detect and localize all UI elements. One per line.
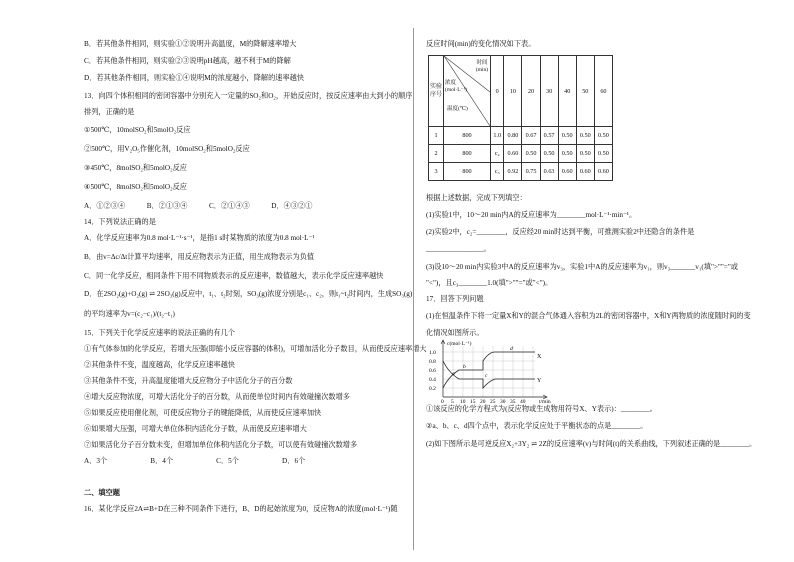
point-label-d: d [510,346,513,352]
text-line: (2)实验2中，c₂=________，反应经20 min时达到平衡，可推测实验2中还隐含的条件是 [426,228,695,236]
y-tick: 1.0 [429,350,436,356]
text-line: ①有气体参加的化学反应，若增大压强(即缩小反应容器的体积)，可增加活化分子数目，从而使反应速率增大 [84,345,427,353]
text-line: ________________。 [426,245,491,253]
x-tick: 25 [490,399,496,404]
text-line: "<")，且c₃________1.0(填">""="或"<")。 [426,279,553,287]
text-line: 17．回答下列问题 [426,295,484,303]
time-col-4: 40 [558,56,576,127]
text-line: ③其他条件不变，升高温度能增大反应物分子中活化分子的百分数 [84,377,293,385]
x-tick: 15 [470,399,476,404]
row-temp: 800 [444,127,491,145]
table-row [429,163,613,181]
reaction-data-table [428,55,613,181]
cell: 0.50 [558,127,576,145]
cell: 0.60 [594,163,612,181]
x-axis-label: t/min [539,399,551,404]
text-line: 化情况如图所示。 [426,329,484,337]
text-line: B．若其他条件相同，则实验①②说明升高温度，M的降解速率增大 [84,40,297,48]
series-label-y: Y [537,378,542,384]
table-row [429,127,613,145]
row-no: 2 [429,145,444,163]
text-line: 13．向四个体积相同的密闭容器中分别充入一定量的SO₂和O₂，开始反应时，按反应速率由大到小的顺序 [84,92,413,100]
x-tick: 20 [480,399,486,404]
row-label-text: 实验序号 [429,84,442,98]
x-tick: 0 [441,399,444,404]
series-label-x: X [537,354,542,360]
text-line: (1)实验1中，10～20 min内A的反应速率为________mol·L⁻¹·min⁻¹。 [426,211,637,219]
text-line: ⑤如果反应使用催化剂，可使反应物分子的键能降低，从而使反应速率加快 [84,409,322,417]
y-tick: 0.2 [429,386,436,392]
y-tick: 0.8 [429,359,436,365]
text-line: 排列，正确的是 [84,108,135,116]
text-line: 16．某化学反应2A⇌B+D在三种不同条件下进行，B、D的起始浓度为0，反应物A的浓度(mol·L⁻¹)随 [84,505,398,513]
cell: 0.63 [540,163,558,181]
time-col-2: 20 [522,56,540,127]
cell: 0.50 [594,127,612,145]
text-line: ④500℃，8molSO₂和5molO₂反应 [84,183,187,191]
cell: 0.60 [558,163,576,181]
row-no: 1 [429,127,444,145]
table-header-diagonal [444,56,491,127]
cell: 0.67 [522,127,540,145]
time-col-3: 30 [540,56,558,127]
cell: 0.50 [576,127,594,145]
point-label-a: a [452,371,455,377]
text-line: 根据上述数据，完成下列填空： [426,194,527,202]
cell: 0.50 [576,145,594,163]
y-tick: 0.6 [429,368,436,374]
x-tick: 40 [520,399,526,404]
text-line: ③450℃，8molSO₂和5molO₂反应 [84,164,187,172]
text-line: ⑥如果增大压强，可增大单位体积内活化分子数，从而使反应速率增大 [84,425,307,433]
cell: 0.57 [540,127,558,145]
time-col-0: 0 [491,56,504,127]
header-temp: 温度(℃) [447,106,468,112]
text-line: ②a、b、c、d四个点中，表示化学反应处于平衡状态的点是________。 [426,422,648,430]
x-tick: 30 [500,399,506,404]
table-header-row-label [429,56,444,127]
cell: c₂ [491,145,504,163]
row-temp: 800 [444,145,491,163]
cell: 0.75 [522,163,540,181]
cell: 0.60 [504,145,522,163]
cell: c₃ [491,163,504,181]
cell: 0.50 [540,145,558,163]
cell: 1.0 [491,127,504,145]
x-tick: 5 [451,399,454,404]
time-col-1: 10 [504,56,522,127]
cell: 0.50 [522,145,540,163]
text-line: (2)如下图所示是可逆反应X₂+3Y₂ ⇌ 2Z的反应速率(v)与时间(t)的关系曲线，下列叙述正确的是________。 [426,440,757,448]
text-line: B．由v=Δc/Δt计算平均速率，用反应物表示为正值，用生成物表示为负值 [84,253,315,261]
text-line: D．若其他条件相同，则实验①④说明M的浓度越小，降解的速率越快 [84,74,305,82]
time-col-5: 50 [576,56,594,127]
text-line: C．若其他条件相同，则实验②③说明pH越高，越不利于M的降解 [84,57,291,65]
section-heading: 二、填空题 [84,489,120,497]
header-time: 时间(min) [475,60,489,73]
row-no: 3 [429,163,444,181]
text-line: 14．下列说法正确的是 [84,218,156,226]
x-tick: 35 [510,399,516,404]
point-label-c: c [485,373,488,379]
text-line: (1)在恒温条件下将一定量X和Y的混合气体通入容积为2L的密闭容器中，X和Y两物质的浓度随时间的变 [426,312,751,320]
text-line: C．同一化学反应，相同条件下用不同物质表示的反应速率，数值越大，表示化学反应速率越快 [84,272,384,280]
cell: 0.50 [594,145,612,163]
text-line: 的平均速率为v=(c₂−c₁)/(t₂−t₁) [84,310,175,318]
text-line: A．①②③④ B．②①③④ C．②①④③ D．④③②① [84,202,313,210]
cell: 0.80 [504,127,522,145]
y-axis-label: c(mol·L⁻¹) [447,341,472,347]
text-line: ④增大反应物浓度，可增大活化分子的百分数，从而使单位时间内有效碰撞次数增多 [84,393,350,401]
text-line: A．3个 B．4个 C．5个 D．6个 [84,457,306,465]
y-tick: 0.4 [429,377,436,383]
cell: 0.60 [576,163,594,181]
header-conc: 浓度(mol·L⁻¹) [445,80,467,93]
text-line: 反应时间(min)的变化情况如下表。 [426,40,536,48]
text-line: ②500℃，用V₂O₅作催化剂，10molSO₂和5molO₂反应 [84,145,250,153]
cell: 0.92 [504,163,522,181]
x-tick: 10 [460,399,466,404]
concentration-time-graph [425,338,565,404]
text-line: (3)设10～20 min内实验3中A的反应速率为v₃，实验1中A的反应速率为v₁，则v₃_______v₁(填">""="或 [426,263,738,271]
text-line: ⑦如果活化分子百分数未变，但增加单位体积内活化分子数，可以使有效碰撞次数增多 [84,441,358,449]
text-line: D．在2SO₂(g)+O₂(g) ⇌ 2SO₃(g)反应中，t₁、t₂时刻，SO₃(g)浓度分别是c₁、c₂，则t₁~t₂时间内，生成SO₃(g) [84,290,413,298]
text-line: 15．下列关于化学反应速率的说法正确的有几个 [84,329,235,337]
text-line: ①500℃，10molSO₂和5molO₂反应 [84,126,191,134]
text-line: ①该反应的化学方程式为(反应物或生成物用符号X、Y表示)：________。 [426,405,657,413]
row-temp: 800 [444,163,491,181]
column-divider [413,28,414,550]
text-line: ②其他条件不变，温度越高，化学反应速率越快 [84,361,235,369]
point-label-b: b [463,364,466,370]
cell: 0.50 [558,145,576,163]
text-line: A．化学反应速率为0.8 mol·L⁻¹·s⁻¹，是指1 s时某物质的浓度为0.8 mol·L⁻¹ [84,234,315,242]
time-col-6: 60 [594,56,612,127]
table-row [429,145,613,163]
